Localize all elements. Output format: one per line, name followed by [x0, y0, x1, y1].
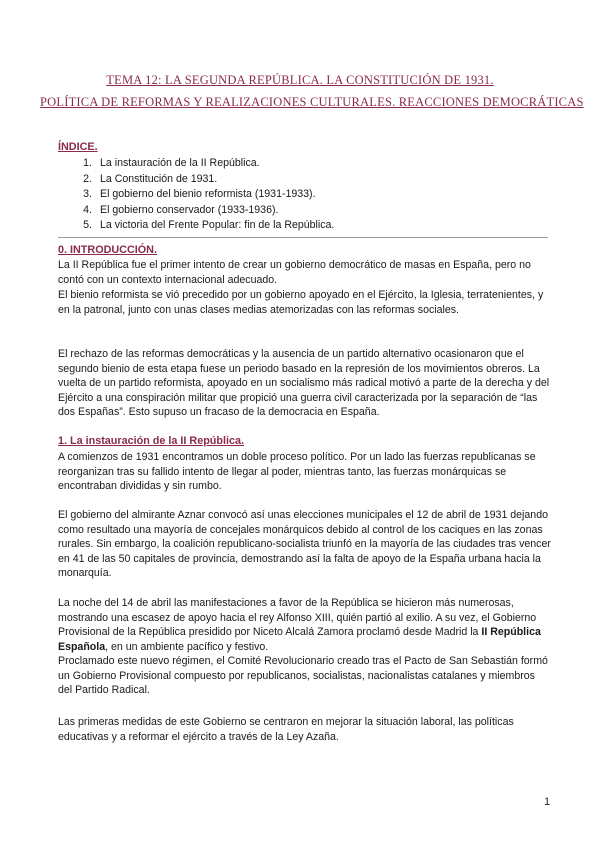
index-item	[58, 218, 334, 234]
section-1-paragraph-2: El gobierno del almirante Aznar convocó así unas elecciones municipales el 12 de abril de 1931 dejando como resultado una mayoría de concejales monárquicos debido al control de los caciques en las zonas rurales. Sin embargo, la coalición republicano-socialista triunfó en la mayoría de las ciudades tras vencer en 41 de las 50 capitales de provincia, demostrando así la falta de apoyo de la España urbana hacia la monarquía.	[58, 509, 551, 579]
index-item	[58, 203, 334, 219]
intro-paragraph-2: El bienio reformista se vió precedido por un gobierno apoyado en el Ejército, la Iglesia, terratenientes, y en la patronal, junto con unas clases medias atemorizadas con las reformas sociales.	[58, 289, 544, 316]
index-item-label: La victoria del Frente Popular: fin de la República.	[100, 219, 335, 231]
page-number: 1	[544, 796, 550, 808]
index-item	[58, 187, 334, 203]
index-heading: ÍNDICE.	[58, 141, 98, 153]
divider	[58, 237, 548, 238]
section-1-paragraph-3	[58, 596, 552, 654]
index-item	[58, 156, 334, 172]
section-1-paragraph-3-text-b: , en un ambiente pacífico y festivo.	[105, 640, 269, 653]
section-1-paragraph-4: Proclamado este nuevo régimen, el Comité Revolucionario creado tras el Pacto de San Sebastián formó un Gobierno Provisional compuesto por republicanos, socialistas, nacionalistas catalanes y miembros del Partido Radical.	[58, 655, 548, 696]
index-item-number: 2.	[83, 172, 92, 185]
section-1-paragraph-3-bold: II República Española	[58, 626, 541, 653]
section-1-heading: 1. La instauración de la II República.	[58, 435, 244, 447]
index-item-number: 5.	[83, 219, 92, 231]
document-title-line-1: TEMA 12: LA SEGUNDA REPÚBLICA. LA CONSTITUCIÓN DE 1931.	[106, 73, 494, 87]
document-title-line-2: POLÍTICA DE REFORMAS Y REALIZACIONES CULTURALES. REACCIONES DEMOCRÁTICAS	[40, 95, 584, 109]
index-item-label: La Constitución de 1931.	[100, 172, 218, 185]
index-item-number: 1.	[83, 157, 92, 169]
section-1-paragraph-5: Las primeras medidas de este Gobierno se centraron en mejorar la situación laboral, las políticas educativas y a reformar el ejército a través de la Ley Azaña.	[58, 716, 514, 743]
index-item-number: 4.	[83, 203, 92, 216]
index-item-label: La instauración de la II República.	[100, 157, 260, 169]
intro-paragraph-3: El rechazo de las reformas democráticas y la ausencia de un partido alternativo ocasionaron que el segundo bienio de esta etapa fuese un periodo basado en la represión de los movimientos obreros. La vuelta de un partido reformista, apoyado en un socialismo más radical motivó a parte de la derecha y del Ejército a una conspiración militar que propició una guerra civil caracterizada por la separación de “las dos Españas”. Esto supuso un fracaso de la democracia en España.	[58, 348, 550, 418]
index-item-label: El gobierno conservador (1933-1936).	[100, 203, 279, 216]
intro-paragraph-1: La II República fue el primer intento de crear un gobierno democrático de masas en España, pero no contó con un contexto internacional adecuado.	[58, 259, 531, 286]
section-1-paragraph-3-text-a: La noche del 14 de abril las manifestaciones a favor de la República se hicieron más numerosas, mostrando una escasez de apoyo hacia el rey Alfonso XIII, quién partió al exilio. A su vez, el Gobierno Provisional de la República presidido por Niceto Alcalá Zamora proclamó desde Madrid la	[58, 597, 537, 638]
index-item-number: 3.	[83, 188, 92, 200]
section-1-paragraph-1: A comienzos de 1931 encontramos un doble proceso político. Por un lado las fuerzas republicanas se reorganizan tras su fallido intento de llegar al poder, mientras tanto, las fuerzas monárquicas se encontraban divididas y sin rumbo.	[58, 451, 536, 492]
index-list	[58, 156, 334, 234]
index-item	[58, 172, 334, 188]
index-item-label: El gobierno del bienio reformista (1931-1933).	[100, 188, 316, 200]
intro-heading: 0. INTRODUCCIÓN.	[58, 244, 157, 256]
